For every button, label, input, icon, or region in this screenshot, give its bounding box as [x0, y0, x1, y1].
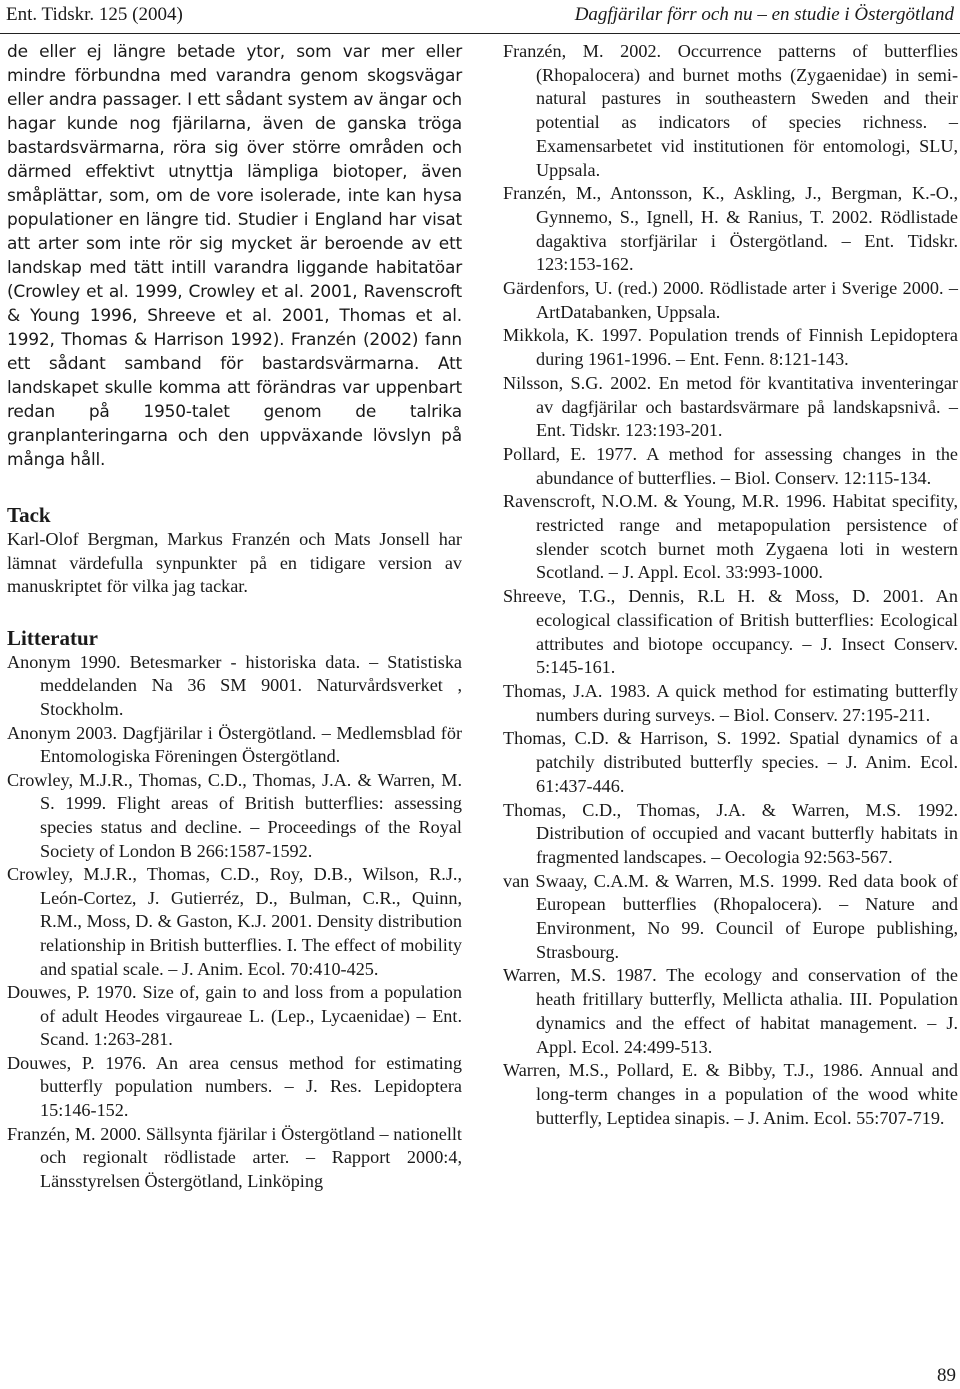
reference-entry: Warren, M.S., Pollard, E. & Bibby, T.J., 1986. Annual and long-term changes in a population of the wood white butterfly, Leptidea sinapis. – J. Anim. Ecol. 55:707-719. — [503, 1060, 958, 1128]
reference-entry: Crowley, M.J.R., Thomas, C.D., Thomas, J.A. & Warren, M. S. 1999. Flight areas of British butterflies: assessing species status and decline. – Proceedings of the Royal Society of London B 266:1587-1592. — [7, 769, 462, 861]
header-rule — [0, 33, 960, 34]
reference-entry: Anonym 1990. Betesmarker - historiska data. – Statistiska meddelanden Na 36 SM 9001. Naturvårdsverket , Stockholm. — [7, 651, 462, 719]
reference-entry: Thomas, C.D. & Harrison, S. 1992. Spatial dynamics of a patchily distributed butterfly species. – J. Anim. Ecol. 61:437-446. — [503, 728, 958, 796]
reference-entry: Franzén, M. 2000. Sällsynta fjärilar i Östergötland – nationellt och regionalt rödlistade arter. – Rapport 2000:4, Länsstyrelsen Östergötland, Linköping — [7, 1123, 462, 1191]
acknowledgements-text: Karl-Olof Bergman, Markus Franzén och Mats Jonsell har lämnat värdefulla synpunkter på en tidigare version av manuskriptet för vilka jag tackar. — [7, 529, 462, 597]
running-header-title: Dagfjärilar förr och nu – en studie i Östergötland — [574, 4, 954, 25]
literature-heading: Litteratur — [7, 625, 98, 650]
reference-entry: Gärdenfors, U. (red.) 2000. Rödlistade arter i Sverige 2000. – ArtDatabanken, Uppsala. — [503, 278, 958, 322]
left-column — [7, 40, 462, 1193]
acknowledgements-heading: Tack — [7, 503, 51, 527]
reference-entry: Douwes, P. 1976. An area census method for estimating butterfly population numbers. – J. Res. Lepidoptera 15:146-152. — [7, 1052, 462, 1121]
reference-entry: Franzén, M., Antonsson, K., Askling, J., Bergman, K.-O., Gynnemo, S., Ignell, H. & Ranius, T. 2002. Rödlistade dagaktiva storfjärilar i Östergötland. – Ent. Tidskr. 123:153-162. — [503, 183, 958, 275]
reference-entry: Anonym 2003. Dagfjärilar i Östergötland. – Medlemsblad för Entomologiska Föreningen Östergötland. — [7, 722, 462, 767]
reference-entry: Franzén, M. 2002. Occurrence patterns of butterflies (Rhopalocera) and burnet moths (Zygaenidae) in semi-natural pastures in southeastern Sweden and their potential as indicators of species richness. – Examensarbetet vid institutionen för entomologi, SLU, Uppsala. — [503, 41, 958, 180]
reference-entry: Crowley, M.J.R., Thomas, C.D., Roy, D.B., Wilson, R.J., León-Cortez, J. Gutierréz, D., Bulman, C.R., Quinn, R.M., Moss, D. & Gaston, K.J. 2001. Density distribution relationship in British butterflies. I. The effect of mobility and spatial scale. – J. Anim. Ecol. 70:410-425. — [7, 864, 462, 979]
reference-entry: Thomas, J.A. 1983. A quick method for estimating butterfly numbers during surveys. – Biol. Conserv. 27:195-211. — [503, 680, 958, 725]
reference-entry: Warren, M.S. 1987. The ecology and conservation of the heath fritillary butterfly, Mellicta athalia. III. Population dynamics and the effect of habitat management. – J. Appl. Ecol. 24:499-513. — [503, 965, 958, 1057]
right-column — [503, 40, 958, 1130]
literature-list-right — [503, 40, 958, 1130]
literature-list-left — [7, 651, 462, 1194]
running-header-journal: Ent. Tidskr. 125 (2004) — [6, 4, 183, 25]
reference-entry: Ravenscroft, N.O.M. & Young, M.R. 1996. Habitat specifity, restricted range and metapopulation persistence of slender scotch burnet moth Zygaena loti in western Scotland. – J. Appl. Ecol. 33:993-1000. — [503, 491, 958, 583]
page-number: 89 — [937, 1365, 956, 1386]
reference-entry: van Swaay, C.A.M. & Warren, M.S. 1999. Red data book of European butterflies (Rhopalocera). – Nature and Environment, No 99. Council of Europe publishing, Strasbourg. — [503, 870, 958, 962]
body-paragraph: de eller ej längre betade ytor, som var mer eller mindre förbundna med varandra genom skogsvägar eller andra passager. I ett sådant system av ängar och hagar kunde nog fjärilarna, även de ganska tröga bastardsvärmarna, röra sig över större områden och därmed effektivt utnyttja lämpliga biotoper, även småplättar, som, om de vore isolerade, inte kan hysa populationer en längre tid. Studier i England har visat att arter som inte rör sig mycket är beroende av ett landskap med tätt intill varandra liggande habitatöar (Crowley et al. 1999, Crowley et al. 2001, Ravenscroft & Young 1996, Shreeve et al. 2001, Thomas et al. 1992, Thomas & Harrison 1992). Franzén (2002) fann ett sådant samband för bastardsvärmarna. Att landskapet skulle komma att förändras var uppenbart redan på 1950-talet genom de talrika granplanteringarna och den uppväxande lövslyn på många håll. — [7, 42, 462, 470]
reference-entry: Pollard, E. 1977. A method for assessing changes in the abundance of butterflies. – Biol. Conserv. 12:115-134. — [503, 443, 958, 488]
reference-entry: Shreeve, T.G., Dennis, R.L H. & Moss, D. 2001. An ecological classification of British butterflies: Ecological attributes and biotope occupancy. – J. Insect Conserv. 5:145-161. — [503, 586, 958, 678]
reference-entry: Thomas, C.D., Thomas, J.A. & Warren, M.S. 1992. Distribution of occupied and vacant butterfly habitats in fragmented landscapes. – Oecologia 92:563-567. — [503, 799, 958, 867]
reference-entry: Nilsson, S.G. 2002. En metod för kvantitativa inventeringar av dagfjärilar och bastardsvärmare på landskapsnivå. – Ent. Tidskr. 123:193-201. — [503, 372, 958, 441]
reference-entry: Douwes, P. 1970. Size of, gain to and loss from a population of adult Heodes virgaureae L. (Lep., Lycaenidae) – Ent. Scand. 1:263-281. — [7, 982, 462, 1050]
reference-entry: Mikkola, K. 1997. Population trends of Finnish Lepidoptera during 1961-1996. – Ent. Fenn. 8:121-143. — [503, 325, 958, 370]
